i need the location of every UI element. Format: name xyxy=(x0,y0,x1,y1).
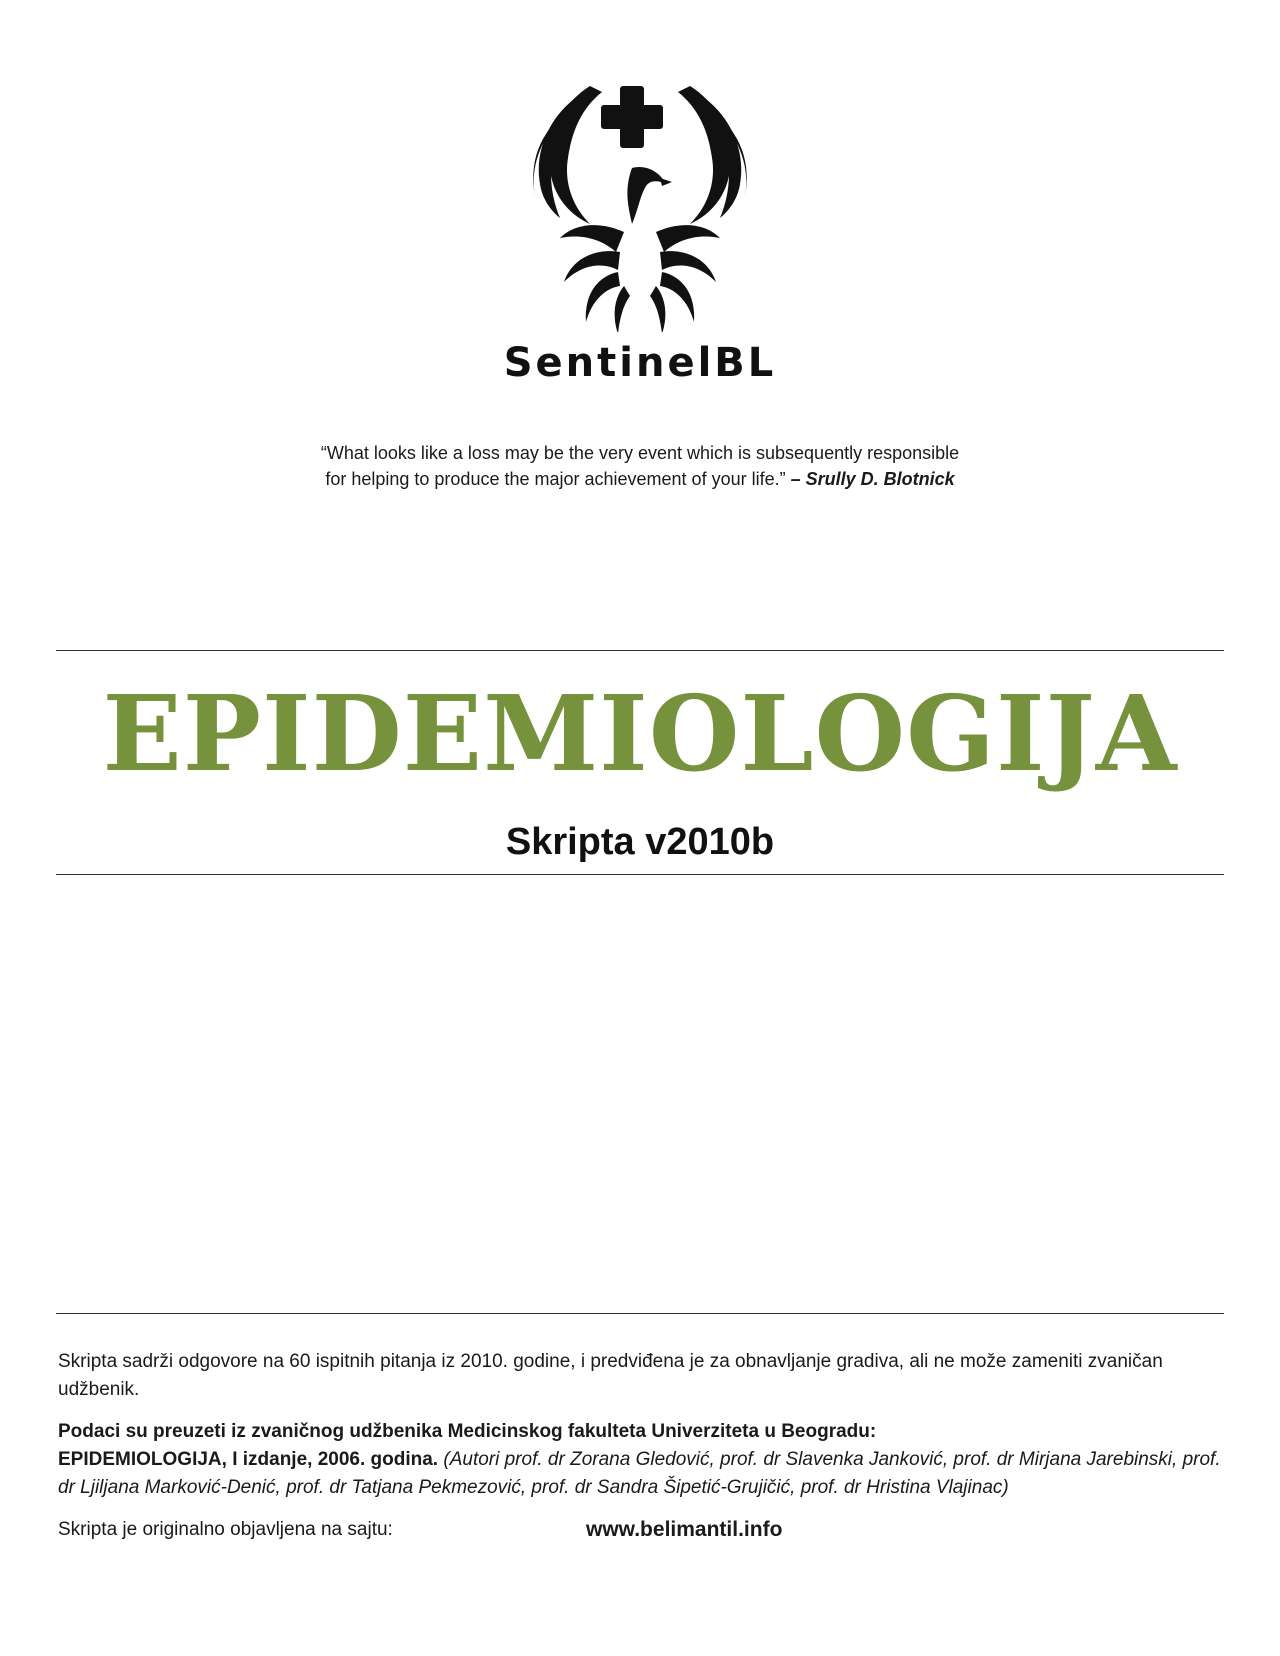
footer-description: Skripta sadrži odgovore na 60 ispitnih pitanja iz 2010. godine, i predviđena je za obnavljanje gradiva, ali ne može zameniti zvaničan udžbenik. xyxy=(58,1351,1163,1400)
source-authors: (Autori prof. dr Zorana Gledović, prof. dr Slavenka Janković, prof. dr Mirjana Jarebinski, prof. dr Ljiljana Marković-Denić, prof. dr Tatjana Pekmezović, prof. dr Sandra Šipetić-Grujičić, prof. dr Hristina Vlajinac) xyxy=(58,1449,1221,1498)
published-label: Skripta je originalno objavljena na sajtu: xyxy=(58,1519,393,1540)
published-line xyxy=(58,1516,1224,1546)
quote-line-2-text: for helping to produce the major achievement of your life.” xyxy=(325,469,786,489)
source-book: EPIDEMIOLOGIJA, I izdanje, 2006. godina. xyxy=(58,1449,439,1470)
source-heading: Podaci su preuzeti iz zvaničnog udžbenika Medicinskog fakulteta Univerziteta u Beogradu: xyxy=(58,1421,877,1442)
published-url-link[interactable]: www.belimantil.info xyxy=(586,1518,783,1541)
footer-rule xyxy=(56,1313,1224,1314)
footer-source xyxy=(58,1418,1224,1502)
title-top-rule xyxy=(56,650,1224,651)
document-subtitle: Skripta v2010b xyxy=(505,821,775,863)
brand-name: SentinelBL xyxy=(503,340,777,386)
document-title: EPIDEMIOLOGIJA xyxy=(102,672,1178,795)
epigraph-quote xyxy=(0,440,1280,492)
quote-line-2 xyxy=(0,466,1280,492)
quote-line-1: “What looks like a loss may be the very event which is subsequently responsible xyxy=(320,443,960,463)
logo xyxy=(0,72,1280,386)
footer-notes xyxy=(58,1348,1224,1546)
phoenix-cross-icon xyxy=(520,72,760,332)
quote-author: – Srully D. Blotnick xyxy=(790,469,955,489)
title-bottom-rule xyxy=(56,874,1224,875)
